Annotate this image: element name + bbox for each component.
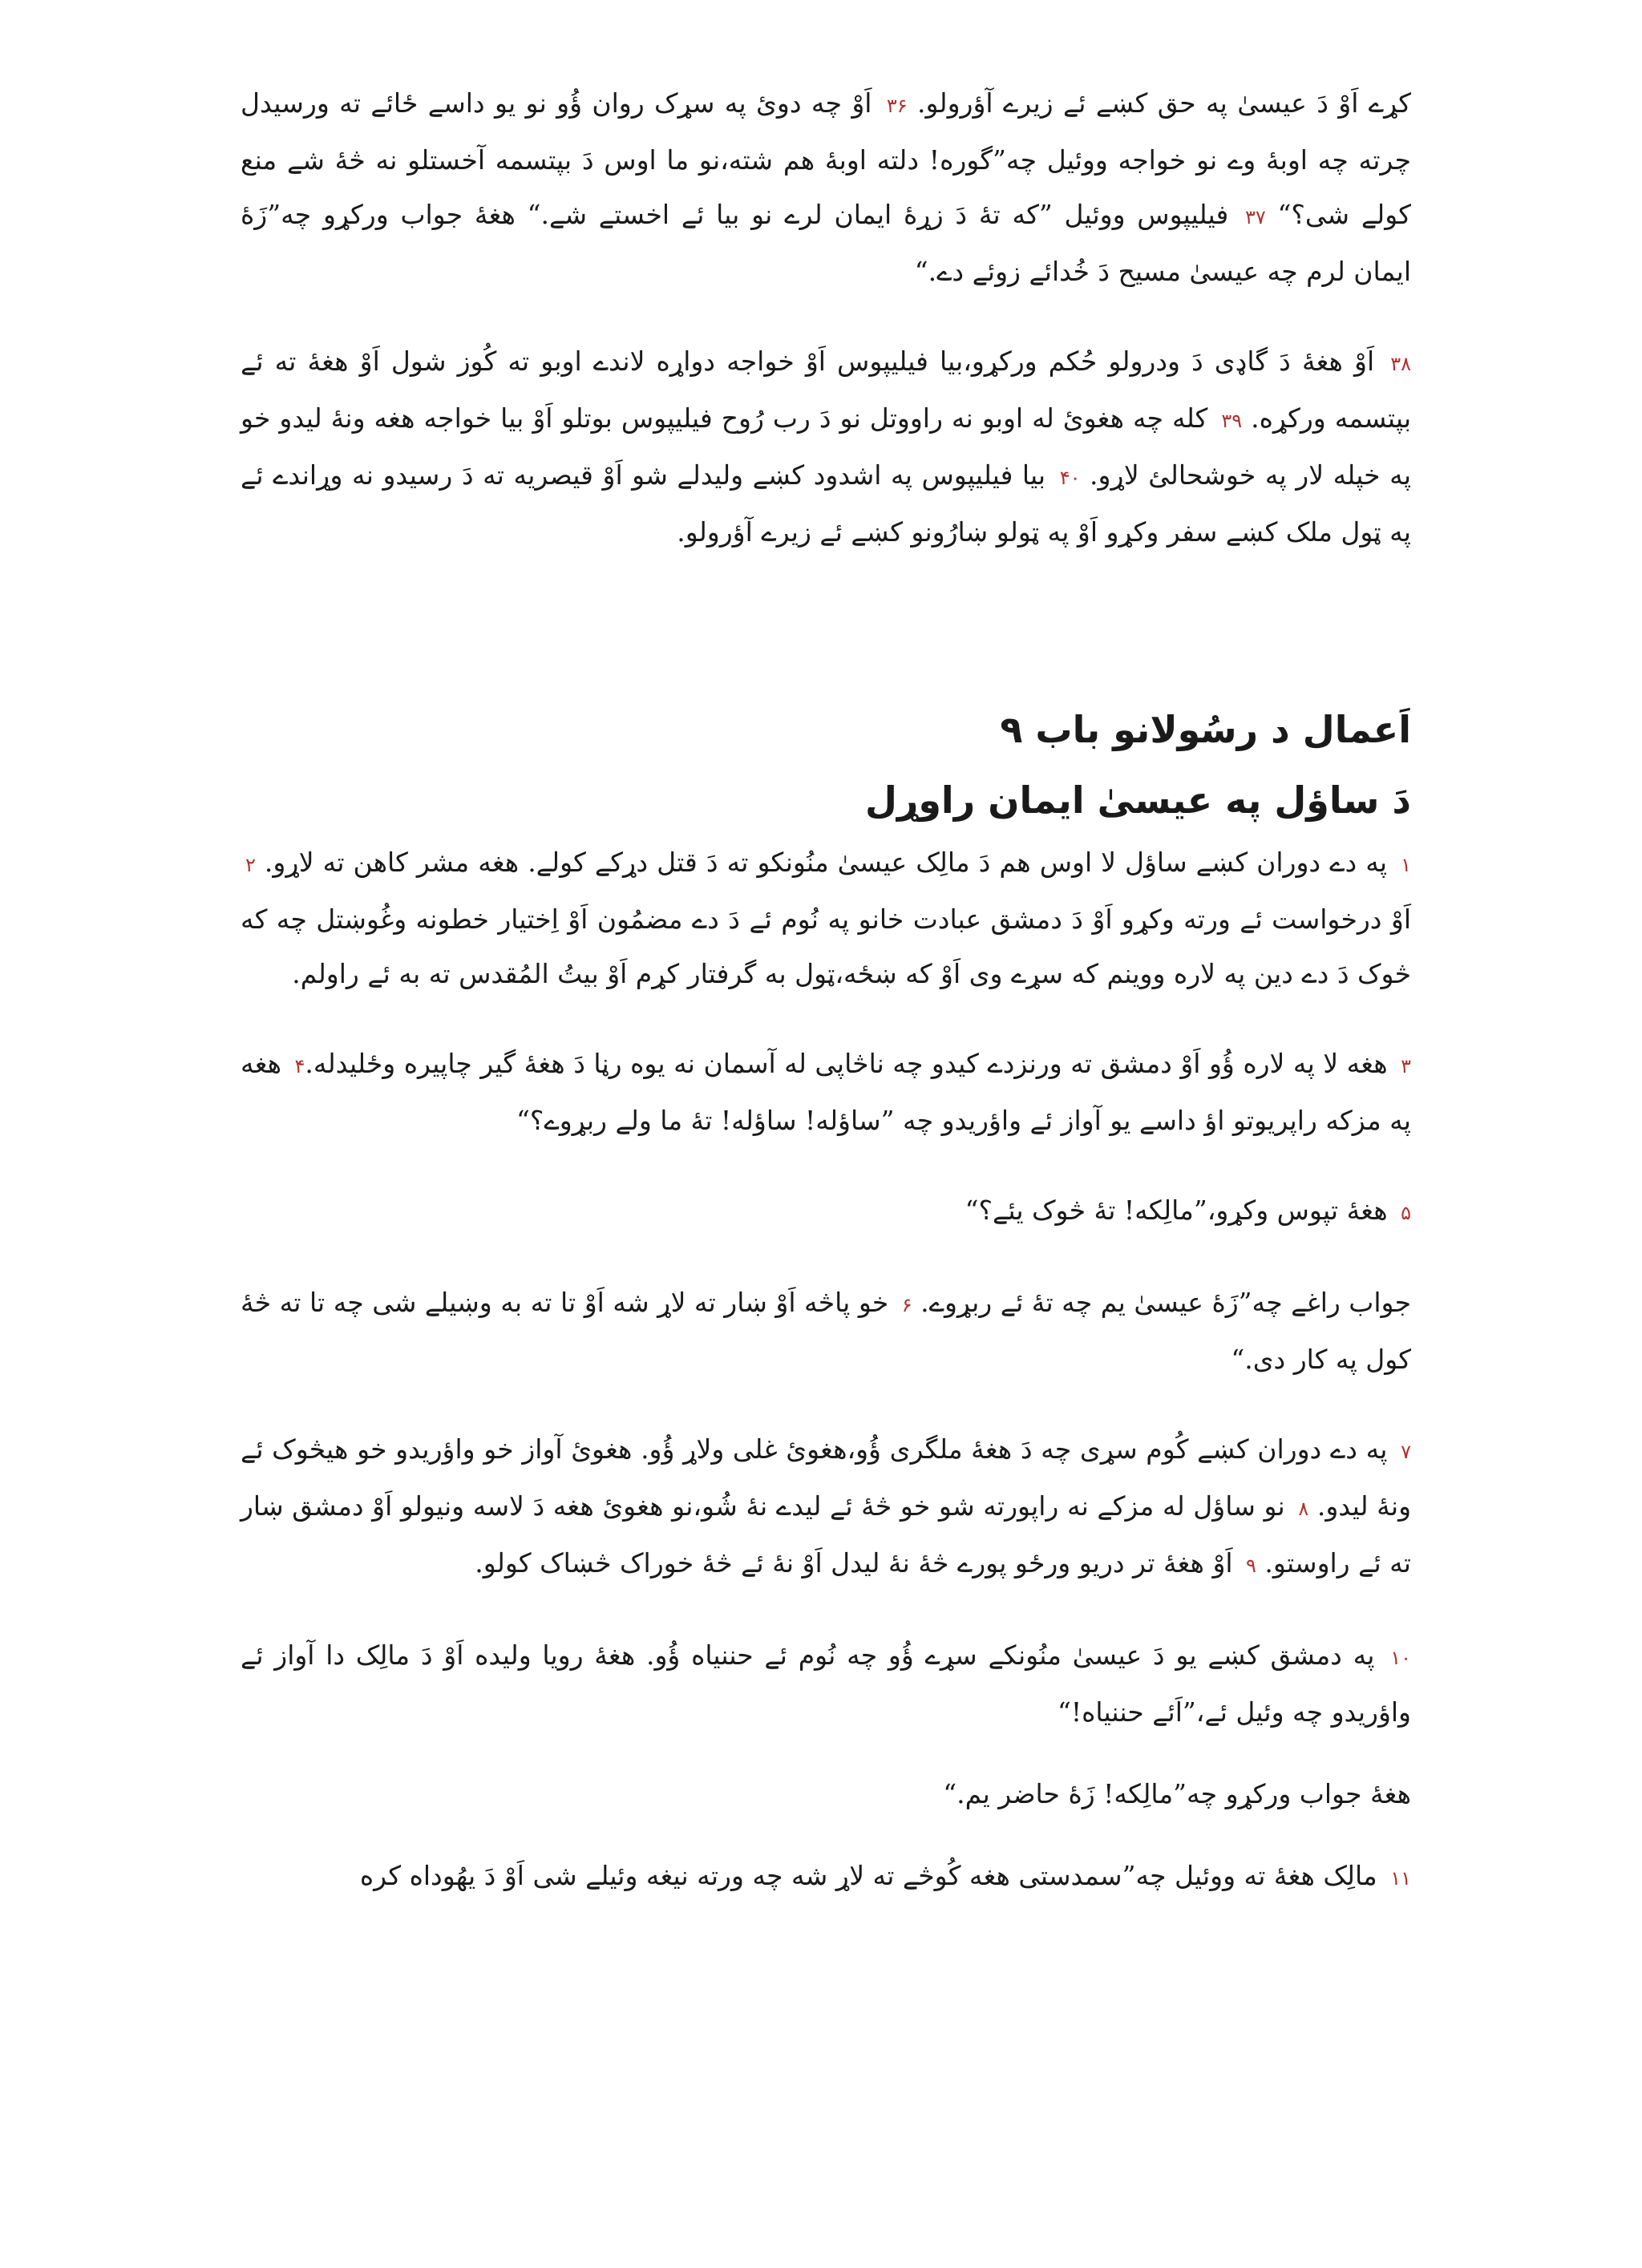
verse-text: اَوْ درخواست ئے ورته وکړو اَوْ دَ دمشق عبادت خانو په نُوم ئے دَ دے مضمُون اَوْ اِختيار خطونه وغُوښتل چه که څوک دَ دے دين په لاره ووينم که سړے وی اَوْ که ښځه،ټول به گرفتار کړم اَوْ بيتُ المُقدس ته به ئے راولم. [241, 904, 1411, 989]
section-title: دَ ساؤل په عيسىٰ ايمان راوړل [864, 778, 1411, 822]
verse-number: ۷ [1401, 1441, 1411, 1463]
verse-number: ۳۹ [1221, 410, 1243, 432]
verse-text: هغۀ تپوس وکړو،”مالِکه! تۀ څوک يئے؟“ [965, 1195, 1397, 1226]
verse-text: بيا فيليپوس په اشدود کښے وليدلے شو اَوْ قيصريه ته دَ رسيدو نه وړاندے ئے په ټول ملک کښے سفر وکړو اَوْ په ټولو ښارُونو کښے ئے زيرے آؤرولو. [241, 459, 1411, 548]
verse-number: ۵ [1401, 1202, 1411, 1224]
paragraph-spacer [241, 1740, 1411, 1767]
verse-text: فيليپوس ووئيل ”که تۀ دَ زړۀ ايمان لرے نو بيا ئے اخستے شے.“ هغۀ جواب ورکړو چه”زَۀ ايمان لرم چه عيسىٰ مسيح دَ خُدائے زوئے دے.“ [241, 199, 1411, 287]
verse-text: هغۀ جواب ورکړو چه”مالِکه! زَۀ حاضر يم.“ [943, 1778, 1411, 1809]
paragraph [241, 835, 1411, 1001]
verse-text: کړے اَوْ دَ عيسىٰ په حق کښے ئے زيرے آؤرولو. [907, 87, 1411, 119]
verse-number: ۳۸ [1390, 353, 1411, 375]
verse-number: ۱۱ [1390, 1867, 1411, 1890]
verse-text: په دے دوران کښے کُوم سړی چه دَ هغۀ ملگری ؤُو،هغوئ غلی ولاړ ؤُو. هغوئ آواز خو واؤريدو خو هيڅوک ئے ونۀ ليدو. [241, 1433, 1411, 1522]
verse-number: ۴ [294, 1055, 305, 1077]
paragraph [241, 1037, 1411, 1148]
verse-number: ۳ [1401, 1055, 1411, 1077]
paragraph-spacer [241, 1387, 1411, 1422]
paragraph-spacer [241, 1001, 1411, 1037]
paragraph [241, 1275, 1411, 1387]
verse-text: په دے دوران کښے ساؤل لا اوس هم دَ مالِک عيسىٰ منُونکو ته دَ قتل دړکے کولے. هغه مشر کاهن ته لاړو. [255, 847, 1397, 878]
verse-text: نو ساؤل له مزکے نه راپورته شو خو څۀ ئے ليدے نۀ شُو،نو هغوئ هغه دَ لاسه ونيولو اَوْ دمشق ښار ته ئے راوستو. [241, 1490, 1411, 1579]
verse-text: خو پاڅه اَوْ ښار ته لاړ شه اَوْ تا ته به وښيلے شی چه تا ته څۀ کول په کار دی.“ [241, 1287, 1411, 1375]
paragraph [241, 1183, 1411, 1240]
paragraph [241, 1422, 1411, 1593]
verse-text: کله چه هغوئ له اوبو نه راووتل نو دَ رب رُوح فيليپوس بوتلو اَوْ بيا خواجه هغه ونۀ ليدو خو په خپله لار په خوشحالئ لاړو. [241, 402, 1412, 491]
verse-text: اَوْ هغۀ تر دريو ورځو پورے څۀ نۀ ليدل اَوْ نۀ ئے څۀ خوراک څښاک کولو. [475, 1547, 1242, 1579]
paragraph [241, 76, 1411, 299]
passage-chapter-9 [241, 835, 1411, 1906]
paragraph-spacer [241, 1821, 1411, 1849]
verse-text: اَوْ چه دوئ په سړک روان ؤُو نو يو داسے ځائے ته ورسيدل چرته چه اوبۀ وے نو خواجه ووئيل چه”گوره! دلته اوبۀ هم شته،نو ما اوس دَ بپتسمه آخستلو نه څۀ شے منع کولے شی؟“ [241, 87, 1411, 230]
paragraph-spacer [241, 1240, 1411, 1275]
verse-text: جواب راغے چه”زَۀ عيسىٰ يم چه تۀ ئے ربړوے. [912, 1287, 1411, 1318]
chapter-title: اَعمال د رسُولانو باب ۹ [1000, 708, 1411, 751]
verse-number: ۱۰ [1390, 1647, 1411, 1669]
verse-text: په دمشق کښے يو دَ عيسىٰ منُونکے سړے ؤُو چه نُوم ئے حننياه ؤُو. هغۀ رويا وليده اَوْ دَ مالِک دا آواز ئے واؤريدو چه وئيل ئے،”اَئے حننياه!“ [241, 1639, 1411, 1728]
verse-number: ۸ [1298, 1498, 1309, 1520]
verse-text: اَوْ هغۀ دَ گاډی دَ ودرولو حُکم ورکړو،بيا فيليپوس اَوْ خواجه دواړه لاندے اوبو ته کُوز شول اَوْ هغۀ ته ئے بپتسمه ورکړه. [241, 346, 1412, 434]
verse-number: ۱ [1401, 854, 1411, 876]
verse-number: ۳۷ [1244, 206, 1266, 228]
paragraph-spacer [241, 299, 1411, 334]
verse-number: ۹ [1246, 1554, 1256, 1577]
verse-number: ۲ [245, 854, 256, 876]
verse-number: ۴۰ [1059, 467, 1081, 489]
verse-text: مالِک هغۀ ته ووئيل چه”سمدستی هغه کُوڅے ته لاړ شه چه ورته نيغه وئيلے شی اَوْ دَ يهُوداه کره [359, 1860, 1386, 1891]
verse-number: ۳۶ [886, 95, 908, 117]
passage-previous-chapter [241, 76, 1411, 560]
verse-text: هغه لا په لاره ؤُو اَوْ دمشق ته ورنزدے کيدو چه ناڅاپى له آسمان نه يوه رڼا دَ هغۀ گير چاپيره وځليدله. [305, 1048, 1397, 1079]
scripture-content [241, 76, 1411, 1906]
section-spacer [241, 560, 1411, 694]
verse-text: هغه په مزکه راپريوتو اؤ داسے يو آواز ئے واؤريدو چه ”ساؤله! ساؤله! تۀ ما ولے ربړوے؟“ [241, 1048, 1411, 1136]
paragraph-spacer [241, 1148, 1411, 1183]
paragraph-spacer [241, 1593, 1411, 1628]
paragraph [241, 1849, 1411, 1906]
verse-number: ۶ [901, 1294, 912, 1316]
paragraph [241, 1628, 1411, 1740]
paragraph [241, 1767, 1411, 1821]
paragraph [241, 334, 1411, 560]
